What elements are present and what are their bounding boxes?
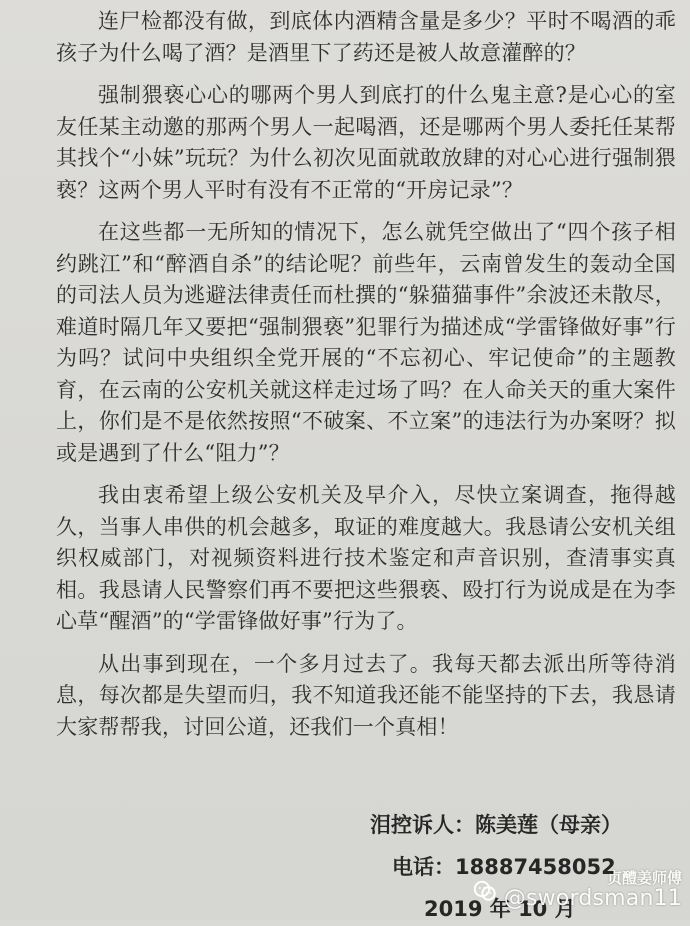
complaint-body bbox=[56, 6, 676, 754]
watermark-text bbox=[504, 871, 682, 910]
paragraph-2: 强制猥亵心心的哪两个男人到底打的什么鬼主意?是心心的室友任某主动邀的那两个男人一起喝酒，还是哪两个男人委托任某帮其找个“小妹”玩玩？为什么初次见面就敢放肆的对心心进行强制猥亵？这两个男人平时有没有不正常的“开房记录”？ bbox=[56, 83, 676, 202]
contact-phone: 电话：18887458052 bbox=[392, 855, 616, 879]
watermark-name: 贞醴姜师傅 bbox=[606, 869, 682, 888]
paragraph-5: 从出事到现在，一个多月过去了。我每天都去派出所等待消息，每次都是失望而归，我不知道我还能不能坚持的下去，我恳请大家帮帮我，讨回公道，还我们一个真相！ bbox=[56, 651, 676, 739]
paragraph-4: 我由衷希望上级公安机关及早介入，尽快立案调查，拖得越久，当事人串供的机会越多，取证的难度越大。我恳请公安机关组织权威部门，对视频资料进行技术鉴定和声音识别，查清事实真相。我恳请人民警察们再不要把这些猥亵、殴打行为说成是在为李心草“醒酒”的“学雷锋做好事”行为了。 bbox=[56, 483, 676, 633]
wechat-logo-icon bbox=[472, 878, 498, 904]
watermark-handle: @swordsman11 bbox=[503, 885, 682, 911]
accuser-name: 泪控诉人：陈美莲（母亲） bbox=[370, 813, 622, 837]
paragraph-1: 连尸检都没有做，到底体内酒精含量是多少？平时不喝酒的乖孩子为什么喝了酒？是酒里下了药还是被人故意灌醉的？ bbox=[56, 9, 676, 65]
complaint-date: 2019 年 10 月 bbox=[424, 897, 576, 921]
source-watermark bbox=[472, 871, 682, 910]
paragraph-3: 在这些都一无所知的情况下，怎么就凭空做出了“四个孩子相约跳江”和“醉酒自杀”的结论呢？前些年，云南曾发生的轰动全国的司法人员为逃避法律责任而杜撰的“躲猫猫事件”余波还未散尽，难道时隔几年又要把“强制猥亵”犯罪行为描述成“学雷锋做好事”行为吗？试问中央组织全党开展的“不忘初心、牢记使命”的主题教育，在云南的公安机关就这样走过场了吗？在人命关天的重大案件上，你们是不是依然按照“不破案、不立案”的违法行为办案呀？拟或是遇到了什么“阻力”？ bbox=[56, 220, 676, 465]
